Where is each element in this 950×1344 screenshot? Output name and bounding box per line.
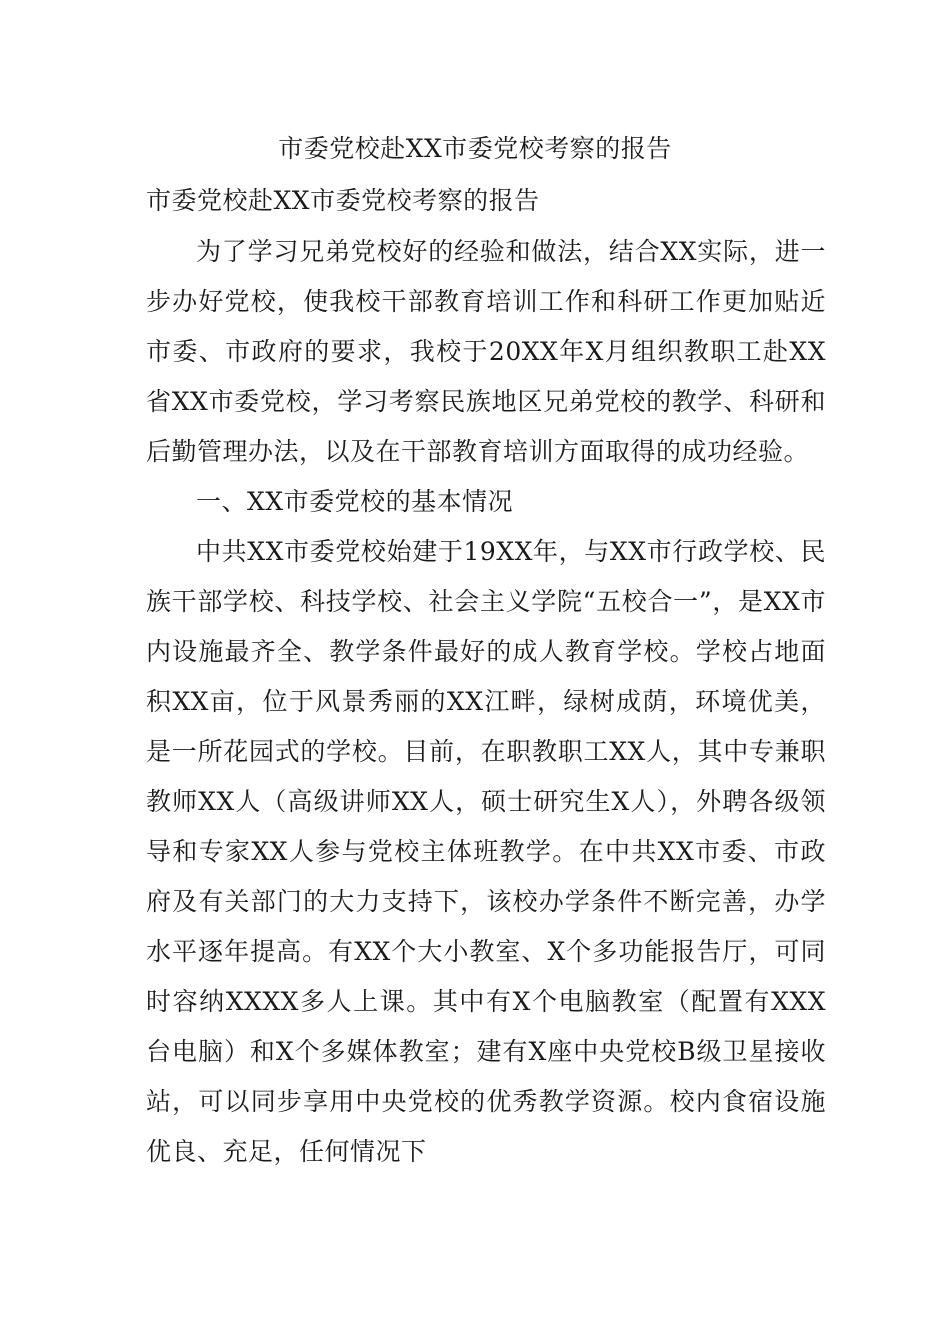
paragraph-basic-info: 中共XX市委党校始建于19XX年，与XX市行政学校、民族干部学校、科技学校、社会主义学院“五校合一”，是XX市内设施最齐全、教学条件最好的成人教育学校。学校占地面积XX亩，位于风景秀丽的XX江畔，绿树成荫，环境优美，是一所花园式的学校。目前，在职教职工XX人，其中专兼职教师XX人（高级讲师XX人，硕士研究生X人），外聘各级领导和专家XX人参与党校主体班教学。在中共XX市委、市政府及有关部门的大力支持下，该校办学条件不断完善，办学水平逐年提高。有XX个大小教室、X个多功能报告厅，可同时容纳XXXX多人上课。其中有X个电脑教室（配置有XXX台电脑）和X个多媒体教室；建有X座中央党校B级卫星接收站，可以同步享用中央党校的优秀教学资源。校内食宿设施优良、充足，任何情况下 (146, 537, 826, 1166)
section-heading: 一、XX市委党校的基本情况 (196, 487, 514, 516)
paragraph-intro: 为了学习兄弟党校好的经验和做法，结合XX实际，进一步办好党校，使我校干部教育培训工作和科研工作更加贴近市委、市政府的要求，我校于20XX年X月组织教职工赴XX省XX市委党校，学习考察民族地区兄弟党校的教学、科研和后勤管理办法，以及在干部教育培训方面取得的成功经验。 (146, 237, 826, 466)
document-title: 市委党校赴XX市委党校考察的报告 (278, 134, 672, 163)
document-body (146, 227, 826, 1177)
document-subtitle: 市委党校赴XX市委党校考察的报告 (146, 186, 540, 215)
